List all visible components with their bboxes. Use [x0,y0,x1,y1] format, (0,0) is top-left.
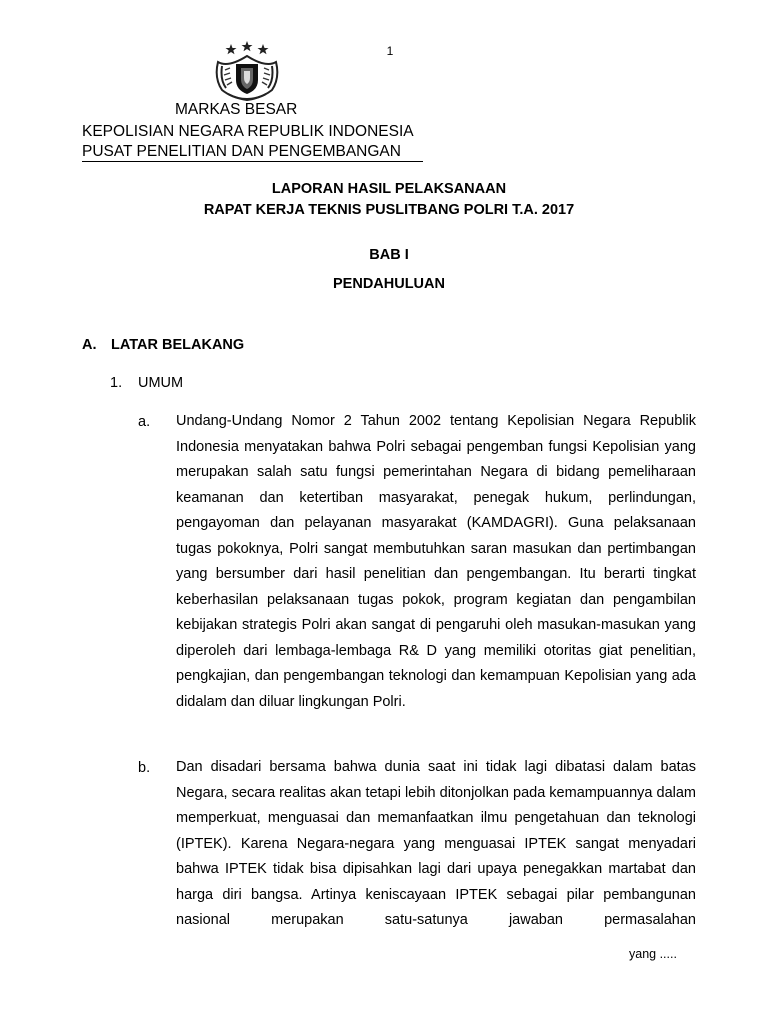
report-title-line-2: RAPAT KERJA TEKNIS PUSLITBANG POLRI T.A. 2017 [203,202,575,218]
section-title: LATAR BELAKANG [111,337,245,353]
page-number: 1 [386,44,394,58]
item-paragraph-a: Undang-Undang Nomor 2 Tahun 2002 tentang Kepolisian Negara Republik Indonesia menyatakan bahwa Polri sebagai pengemban fungsi Kepolisian yang merupakan salah satu fungsi pemerintahan Negara di bidang pemeliharaan keamanan dan ketertiban masyarakat, penegak hukum, perlindungan, pengayoman dan pelayanan masyarakat (KAMDAGRI). Guna pelaksanaan tugas pokoknya, Polri sangat membutuhkan saran masukan dan pertimbangan yang bersumber dari hasil penelitian dan pengembangan. Itu berarti tingkat keberhasilan pelaksanaan tugas pokok, program kegiatan dan pengambilan kebijakan strategis Polri akan sangat di pengaruhi oleh masukan-masukan yang diperoleh dari lembaga-lembaga R& D yang memiliki otoritas giat penelitian, pengkajian, dan pengembangan teknologi dan kemampuan Kepolisian yang ada didalam dan diluar lingkungan Polri. [176,413,696,710]
chapter-title: PENDAHULUAN [333,276,445,292]
continuation-text: yang ..... [629,947,677,961]
section-marker: A. [82,337,97,353]
chapter-number: BAB I [369,247,409,263]
header-line-puslitbang: PUSAT PENELITIAN DAN PENGEMBANGAN [82,143,423,162]
report-title-line-1: LAPORAN HASIL PELAKSANAAN [271,181,507,197]
item-paragraph-b: Dan disadari bersama bahwa dunia saat ini tidak lagi dibatasi dalam batas Negara, secara realitas akan tetapi lebih ditonjolkan pada kemampuannya dalam memperkuat, menguasai dan memanfaatkan ilmu pengetahuan dan teknologi (IPTEK). Karena Negara-negara yang menguasai IPTEK sangat menyadari bahwa IPTEK tidak bisa dipisahkan lagi dari upaya penegakkan martabat dan harga diri bangsa. Artinya keniscayaan IPTEK sebagai pilar pembangunan nasional merupakan satu-satunya jawaban permasalahan [176,759,696,928]
header-line-markas-besar: MARKAS BESAR [175,101,298,118]
subsection-heading [110,375,183,391]
header-line-kepolisian: KEPOLISIAN NEGARA REPUBLIK INDONESIA [82,123,414,140]
subsection-title: UMUM [138,375,184,391]
subsection-marker: 1. [110,375,123,391]
section-heading [82,337,244,353]
item-marker-a: a. [138,414,151,430]
polri-emblem-icon [208,40,286,102]
item-marker-b: b. [138,760,151,776]
